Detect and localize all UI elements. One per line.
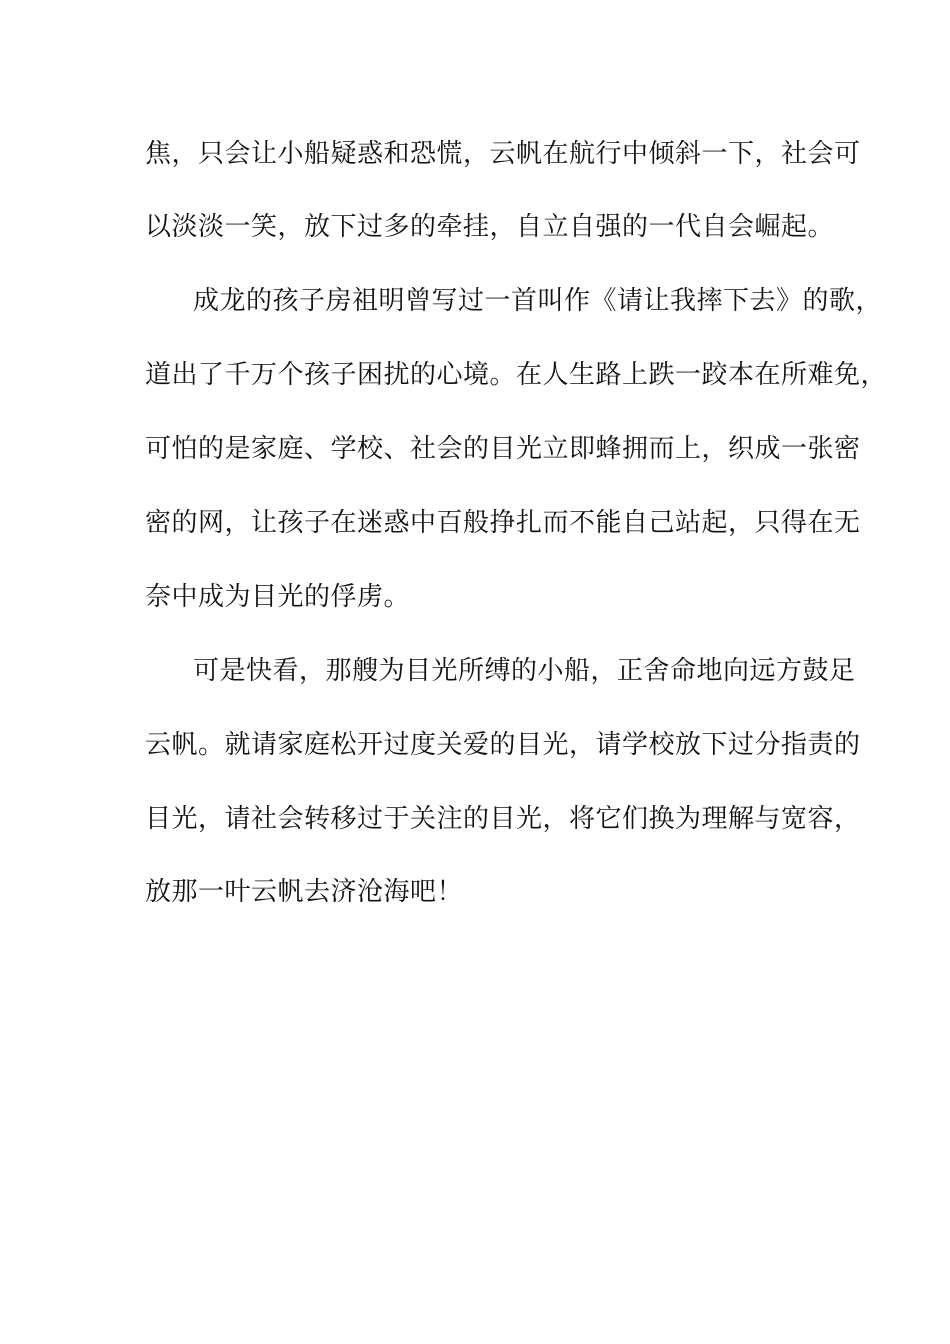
text-line: 放那一叶云帆去济沧海吧！	[145, 877, 464, 907]
text-line: 可是快看，那艘为目光所缚的小船，正舍命地向远方鼓足	[193, 656, 856, 686]
text-line: 云帆。就请家庭松开过度关爱的目光，请学校放下过分指责的	[145, 730, 861, 760]
text-line: 密的网，让孩子在迷惑中百般挣扎而不能自己站起，只得在无	[145, 508, 861, 538]
text-line: 道出了千万个孩子困扰的心境。在人生路上跌一跤本在所难免，	[145, 360, 888, 390]
text-line: 奈中成为目光的俘虏。	[145, 582, 411, 612]
text-line: 以淡淡一笑，放下过多的牵挂，自立自强的一代自会崛起。	[145, 212, 835, 242]
text-line: 焦，只会让小船疑惑和恐慌，云帆在航行中倾斜一下，社会可	[145, 139, 861, 169]
text-line: 目光，请社会转移过于关注的目光，将它们换为理解与宽容，	[145, 804, 861, 834]
text-line: 可怕的是家庭、学校、社会的目光立即蜂拥而上，织成一张密	[145, 434, 861, 464]
text-line: 成龙的孩子房祖明曾写过一首叫作《请让我摔下去》的歌，	[193, 286, 883, 316]
